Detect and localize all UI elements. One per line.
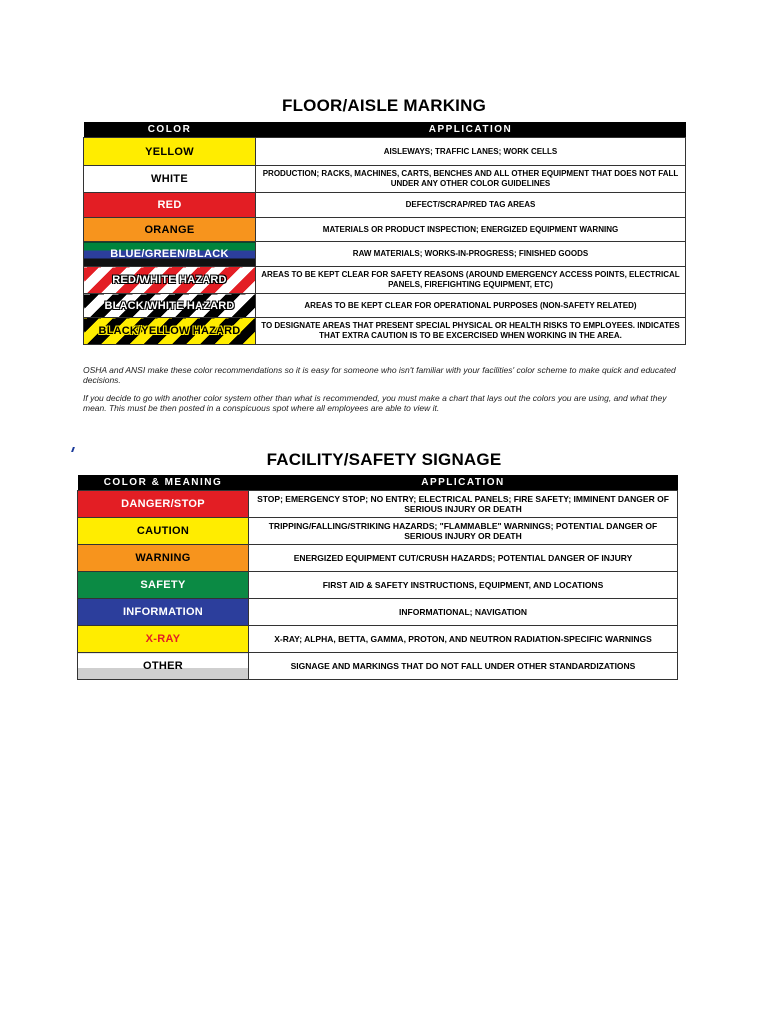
- color-swatch-black-yellow-hazard: [84, 318, 256, 345]
- hazard-label: RED/WHITE HAZARD: [112, 274, 227, 286]
- application-cell: TRIPPING/FALLING/STRIKING HAZARDS; "FLAMMABLE" WARNINGS; POTENTIAL DANGER OF SERIOUS INJURY OR DEATH: [249, 518, 678, 545]
- table-row: [78, 491, 678, 518]
- table-row: [78, 518, 678, 545]
- hazard-label: BLACK/YELLOW HAZARD: [98, 325, 241, 337]
- table-row: [84, 138, 686, 166]
- color-swatch-red-white-hazard: [84, 267, 256, 294]
- table-header-row: [84, 122, 686, 138]
- application-cell: FIRST AID & SAFETY INSTRUCTIONS, EQUIPMENT, AND LOCATIONS: [249, 572, 678, 599]
- floor-marking-title: FLOOR/AISLE MARKING: [281, 96, 486, 115]
- table-row: [84, 218, 686, 242]
- table-row: [84, 242, 686, 267]
- facility-signage-table: [77, 475, 678, 680]
- facility-signage-title: FACILITY/SAFETY SIGNAGE: [266, 450, 502, 469]
- color-swatch-information: INFORMATION: [78, 599, 249, 626]
- color-swatch-black-white-hazard: [84, 294, 256, 318]
- application-cell: AISLEWAYS; TRAFFIC LANES; WORK CELLS: [256, 138, 686, 166]
- color-swatch-danger-stop: DANGER/STOP: [78, 491, 249, 518]
- column-header-color: COLOR: [84, 122, 256, 138]
- table-row: [84, 166, 686, 193]
- hazard-label: BLACK/WHITE HAZARD: [104, 299, 235, 312]
- floor-marking-table: [83, 122, 686, 345]
- table-row: [84, 318, 686, 345]
- color-swatch-warning: WARNING: [78, 545, 249, 572]
- table-row: [84, 193, 686, 218]
- application-cell: STOP; EMERGENCY STOP; NO ENTRY; ELECTRICAL PANELS; FIRE SAFETY; IMMINENT DANGER OF SERIOUS INJURY OR DEATH: [249, 491, 678, 518]
- color-swatch-caution: CAUTION: [78, 518, 249, 545]
- application-cell: ENERGIZED EQUIPMENT CUT/CRUSH HAZARDS; POTENTIAL DANGER OF INJURY: [249, 545, 678, 572]
- color-swatch-safety: SAFETY: [78, 572, 249, 599]
- table-row: [84, 267, 686, 294]
- application-cell: TO DESIGNATE AREAS THAT PRESENT SPECIAL PHYSICAL OR HEALTH RISKS TO EMPLOYEES. INDICATES THAT EXTRA CAUTION IS TO BE EXCERCISED WHEN WORKING IN THE AREA.: [256, 318, 686, 345]
- table-row: [78, 545, 678, 572]
- table-header-row: [78, 475, 678, 491]
- table-row: [78, 599, 678, 626]
- table-row: [78, 626, 678, 653]
- color-swatch-orange: ORANGE: [84, 218, 256, 242]
- column-header-application: APPLICATION: [249, 475, 678, 491]
- application-cell: DEFECT/SCRAP/RED TAG AREAS: [256, 193, 686, 218]
- table-row: [78, 653, 678, 680]
- application-cell: AREAS TO BE KEPT CLEAR FOR OPERATIONAL PURPOSES (NON-SAFETY RELATED): [256, 294, 686, 318]
- custom-color-system-note: If you decide to go with another color system other than what is recommended, you must make a chart that lays out the colors you are using, and what they mean. This must be then posted in a conspicuous spot where all employees are able to view it.: [83, 393, 667, 413]
- column-header-application: APPLICATION: [256, 122, 686, 138]
- application-cell: SIGNAGE AND MARKINGS THAT DO NOT FALL UNDER OTHER STANDARDIZATIONS: [249, 653, 678, 680]
- color-swatch-white: WHITE: [84, 166, 256, 193]
- table-row: [78, 572, 678, 599]
- application-cell: MATERIALS OR PRODUCT INSPECTION; ENERGIZED EQUIPMENT WARNING: [256, 218, 686, 242]
- application-cell: X-RAY; ALPHA, BETTA, GAMMA, PROTON, AND NEUTRON RADIATION-SPECIFIC WARNINGS: [249, 626, 678, 653]
- color-swatch-red: RED: [84, 193, 256, 218]
- application-cell: AREAS TO BE KEPT CLEAR FOR SAFETY REASONS (AROUND EMERGENCY ACCESS POINTS, ELECTRICAL PANELS, FIREFIGHTING EQUIPMENT, ETC): [256, 267, 686, 294]
- osha-ansi-note: OSHA and ANSI make these color recommendations so it is easy for someone who isn't familiar with your facilities' color scheme to make quick and educated decisions.: [83, 365, 676, 385]
- color-swatch-blue-green-black: BLUE/GREEN/BLACK: [84, 242, 256, 267]
- column-header-color-meaning: COLOR & MEANING: [78, 475, 249, 491]
- table-row: [84, 294, 686, 318]
- color-swatch-other: OTHER: [78, 653, 249, 680]
- color-swatch-x-ray: X-RAY: [78, 626, 249, 653]
- color-swatch-yellow: YELLOW: [84, 138, 256, 166]
- application-cell: INFORMATIONAL; NAVIGATION: [249, 599, 678, 626]
- application-cell: PRODUCTION; RACKS, MACHINES, CARTS, BENCHES AND ALL OTHER EQUIPMENT THAT DOES NOT FALL UNDER ANY OTHER COLOR GUIDELINES: [256, 166, 686, 193]
- application-cell: RAW MATERIALS; WORKS-IN-PROGRESS; FINISHED GOODS: [256, 242, 686, 267]
